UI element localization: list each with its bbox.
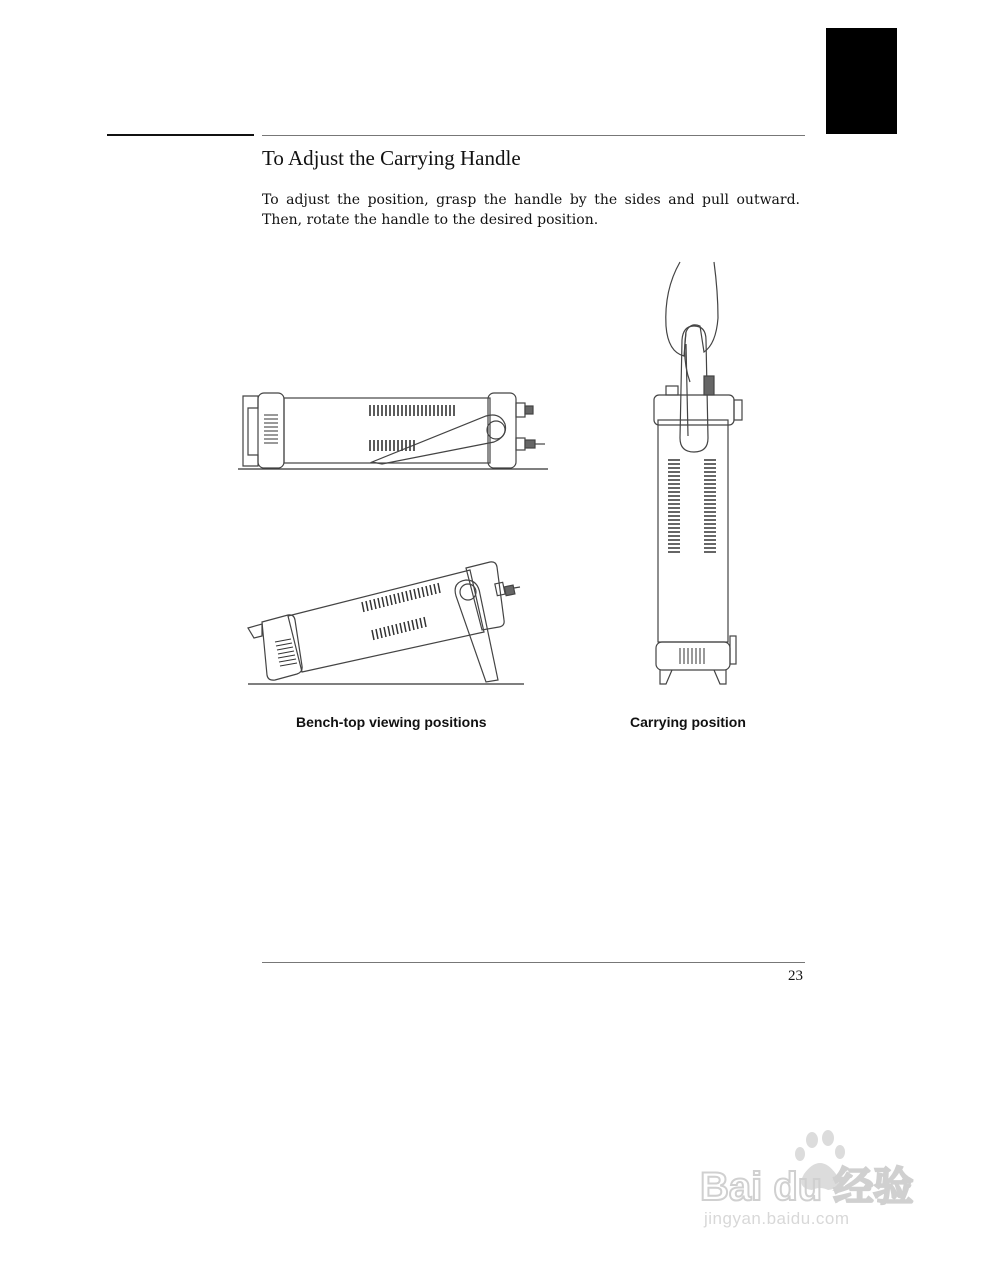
- footer-rule: [262, 962, 805, 963]
- section-title: To Adjust the Carrying Handle: [262, 146, 521, 170]
- watermark-url: jingyan.baidu.com: [704, 1209, 850, 1228]
- caption-carrying: Carrying position: [630, 714, 746, 730]
- instrument-tilted-illustration: [248, 562, 524, 684]
- instrument-flat-illustration: [238, 393, 548, 469]
- instruction-paragraph: To adjust the position, grasp the handle by the sides and pull outward. Then, rotate the handle to the desired position.: [262, 192, 800, 228]
- baidu-watermark-logo: [700, 1130, 940, 1210]
- caption-bench-top: Bench-top viewing positions: [296, 714, 487, 730]
- instrument-carrying-illustration: [654, 262, 742, 684]
- watermark-logo-text: Bai du 经验: [700, 1165, 914, 1209]
- page-number: 23: [788, 968, 803, 984]
